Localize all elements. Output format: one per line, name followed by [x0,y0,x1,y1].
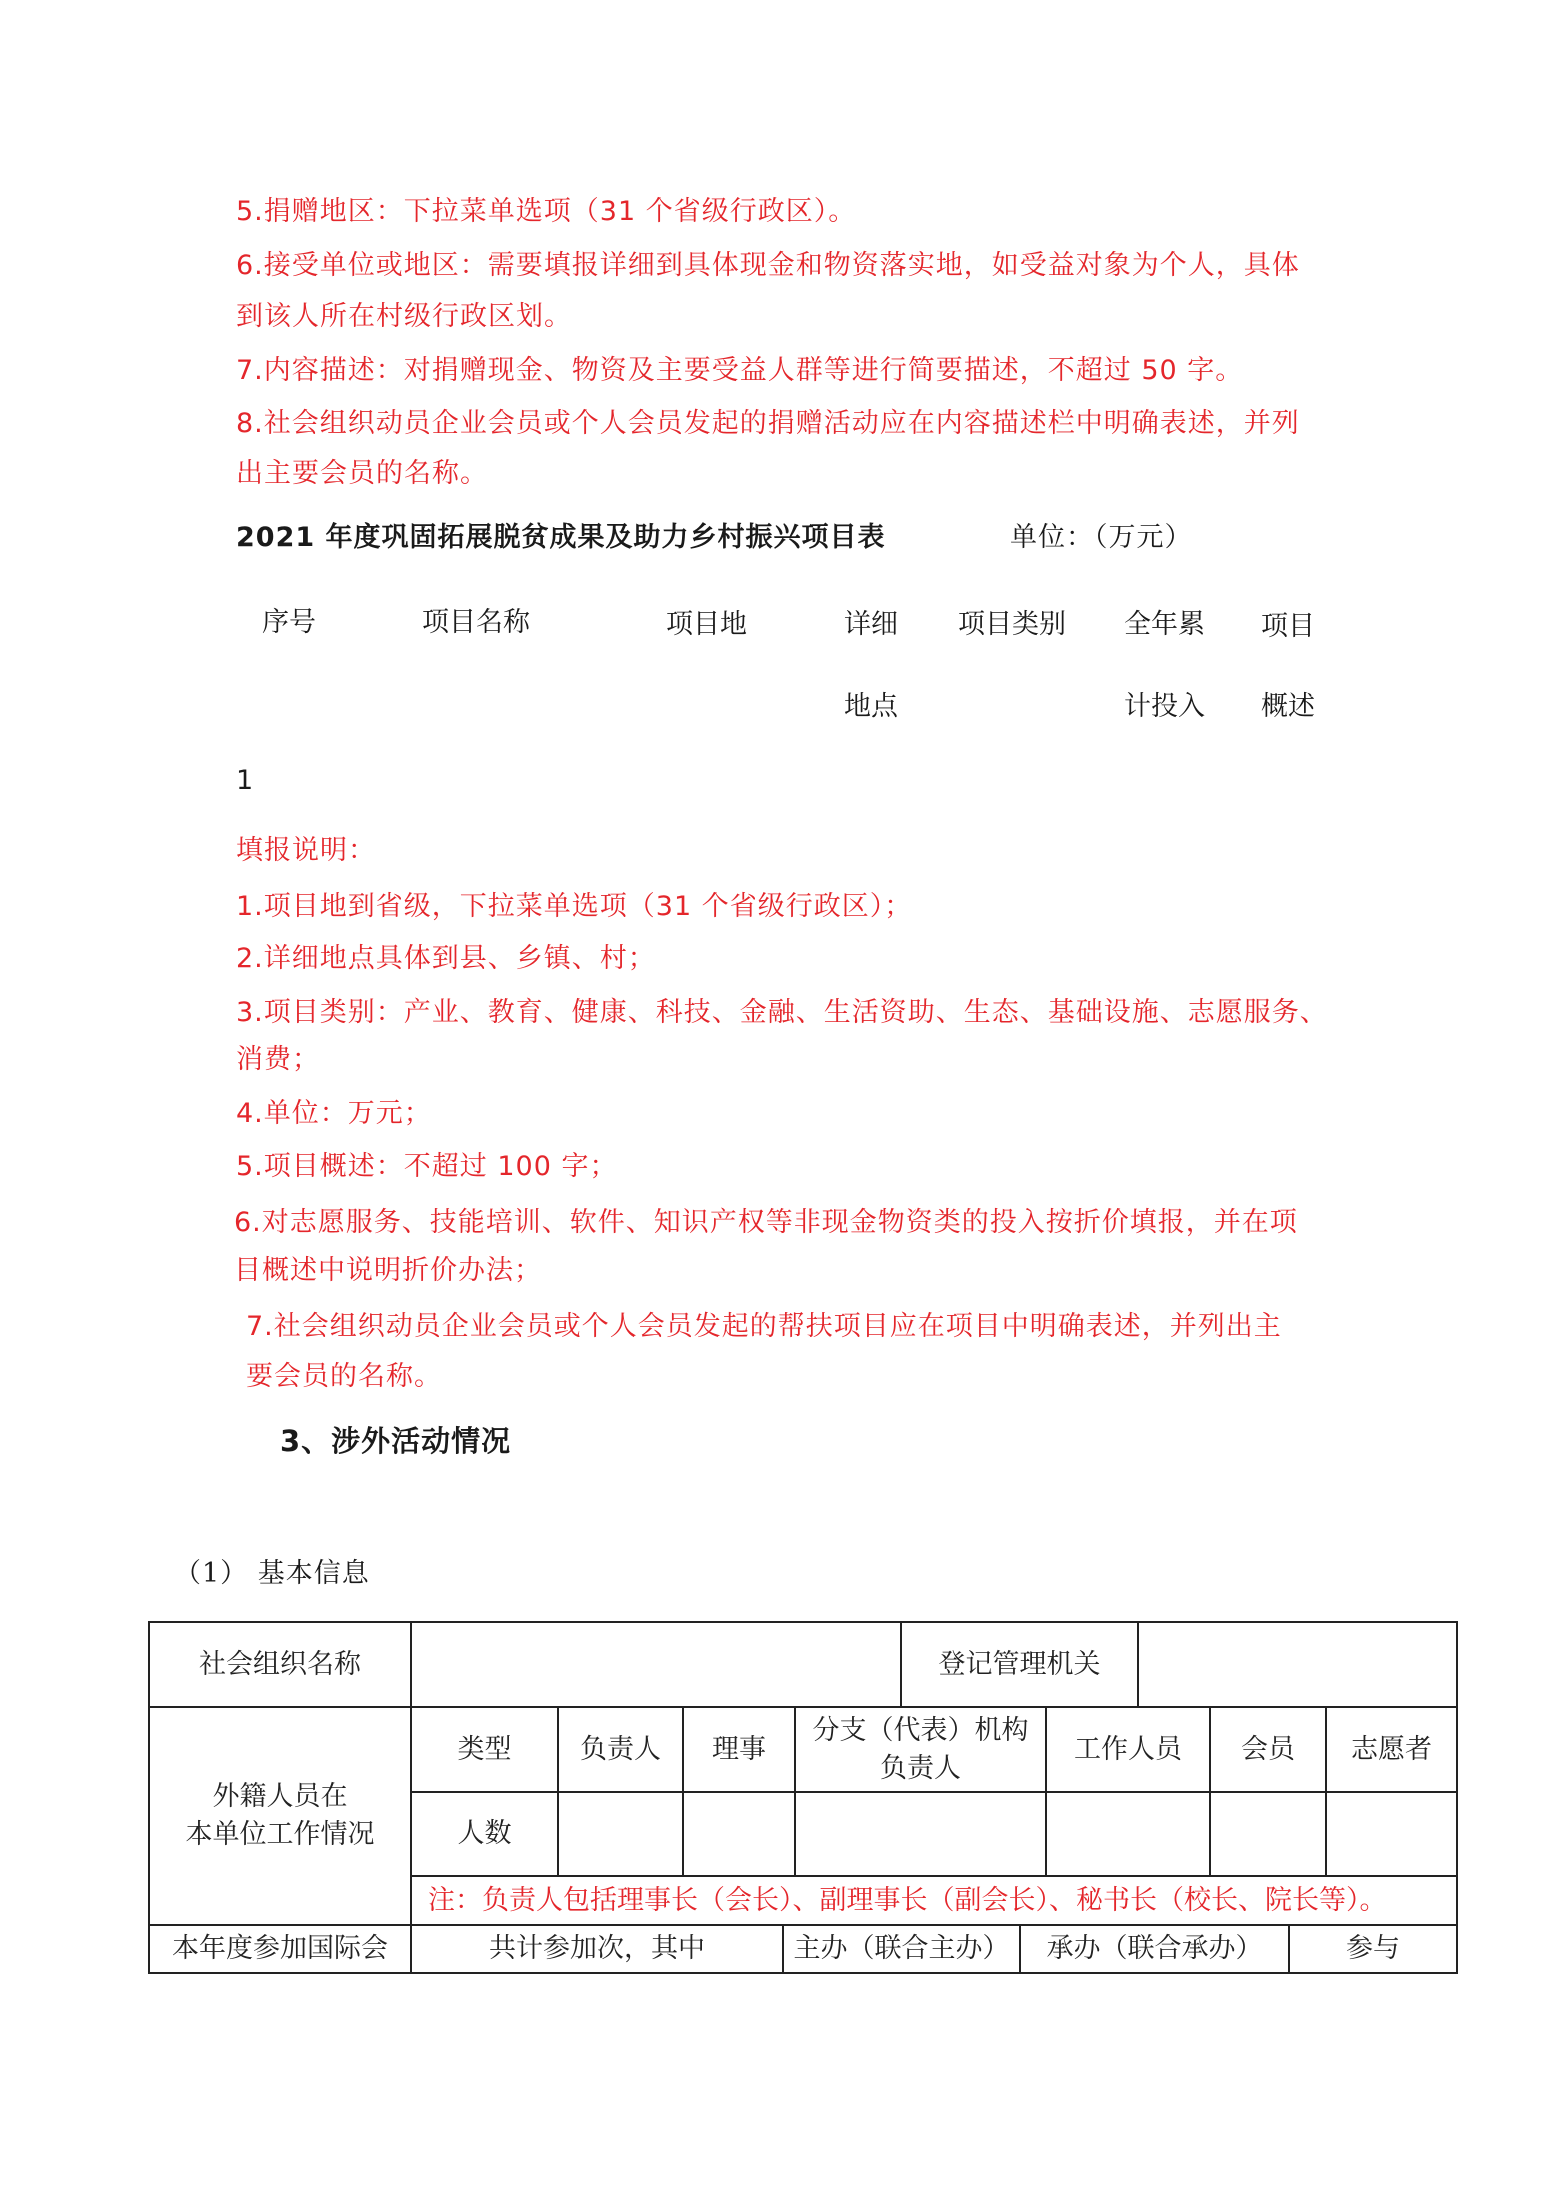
col-member: 会员 [1241,1733,1295,1765]
subsection-title: （1） 基本信息 [174,1558,370,1589]
fill-line-3a: 3.项目类别：产业、教育、健康、科技、金融、生活资助、生态、基础设施、志愿服务、 [236,997,1328,1028]
header-category: 项目类别 [958,609,1066,640]
fill-line-3b: 消费； [236,1044,320,1075]
row-number: 1 [236,765,254,796]
leader-note: 注：负责人包括理事长（会长）、副理事长（副会长）、秘书长（校长、院长等）。 [428,1884,1387,1916]
basic-info-table [148,1621,1458,1974]
count-member-field[interactable] [1211,1793,1325,1875]
project-table-title: 2021 年度巩固拓展脱贫成果及助力乡村振兴项目表 [236,522,886,553]
header-location: 项目地 [666,609,747,640]
count-volunteer-field[interactable] [1327,1793,1456,1875]
header-seq: 序号 [262,607,316,638]
fill-line-6a: 6.对志愿服务、技能培训、软件、知识产权等非现金物资类的投入按折价填报，并在项 [234,1207,1298,1238]
fill-line-2: 2.详细地点具体到县、乡镇、村； [236,943,656,974]
row-count-label: 人数 [457,1818,512,1849]
header-invest-2: 计投入 [1124,691,1205,722]
header-summary-2: 概述 [1261,691,1315,722]
foreign-staff-label: 外籍人员在 本单位工作情况 [185,1781,375,1850]
fill-line-5: 5.项目概述：不超过 100 字； [236,1151,618,1182]
count-staff-field[interactable] [1047,1793,1209,1875]
header-summary-1: 项目 [1261,611,1315,642]
note-line-8b: 出主要会员的名称。 [236,458,488,489]
note-line-8a: 8.社会组织动员企业会员或个人会员发起的捐赠活动应在内容描述栏中明确表述，并列 [236,408,1300,439]
org-name-field[interactable] [412,1623,900,1706]
intl-conference-label: 本年度参加国际会 [172,1933,388,1964]
fill-line-7b: 要会员的名称。 [246,1361,442,1392]
fill-line-7a: 7.社会组织动员企业会员或个人会员发起的帮扶项目应在项目中明确表述，并列出主 [246,1311,1282,1342]
col-director: 理事 [712,1733,766,1765]
col-type: 类型 [457,1733,512,1765]
note-line-6b: 到该人所在村级行政区划。 [236,301,572,332]
col-staff: 工作人员 [1074,1733,1182,1765]
header-name: 项目名称 [422,607,530,638]
section-title: 3、涉外活动情况 [280,1424,512,1458]
header-detail-2: 地点 [844,691,898,722]
col-branch-leader: 分支（代表）机构 负责人 [812,1714,1029,1784]
fill-line-4: 4.单位：万元； [236,1098,432,1129]
col-leader: 负责人 [580,1733,661,1765]
count-branch-field[interactable] [796,1793,1045,1875]
intl-participate: 参与 [1346,1933,1400,1964]
intl-total: 共计参加次，其中 [489,1933,705,1964]
count-leader-field[interactable] [559,1793,682,1875]
header-invest-1: 全年累 [1124,609,1205,640]
fill-line-1: 1.项目地到省级，下拉菜单选项（31 个省级行政区）； [236,891,913,922]
reg-authority-label: 登记管理机关 [938,1648,1101,1680]
intl-host: 主办（联合主办） [793,1933,1010,1964]
intl-undertake: 承办（联合承办） [1046,1933,1263,1964]
note-line-5: 5.捐赠地区：下拉菜单选项（31 个省级行政区）。 [236,196,857,227]
note-line-6a: 6.接受单位或地区：需要填报详细到具体现金和物资落实地，如受益对象为个人，具体 [236,250,1300,281]
note-line-7: 7.内容描述：对捐赠现金、物资及主要受益人群等进行简要描述，不超过 50 字。 [236,355,1244,386]
fill-line-6b: 目概述中说明折价办法； [234,1255,542,1286]
col-volunteer: 志愿者 [1351,1733,1432,1765]
reg-authority-field[interactable] [1139,1623,1456,1706]
header-detail-1: 详细 [844,609,898,640]
fill-instructions-heading: 填报说明： [236,835,376,866]
org-name-label: 社会组织名称 [199,1648,361,1680]
project-table-unit: 单位：（万元） [1010,522,1193,553]
count-director-field[interactable] [684,1793,794,1875]
